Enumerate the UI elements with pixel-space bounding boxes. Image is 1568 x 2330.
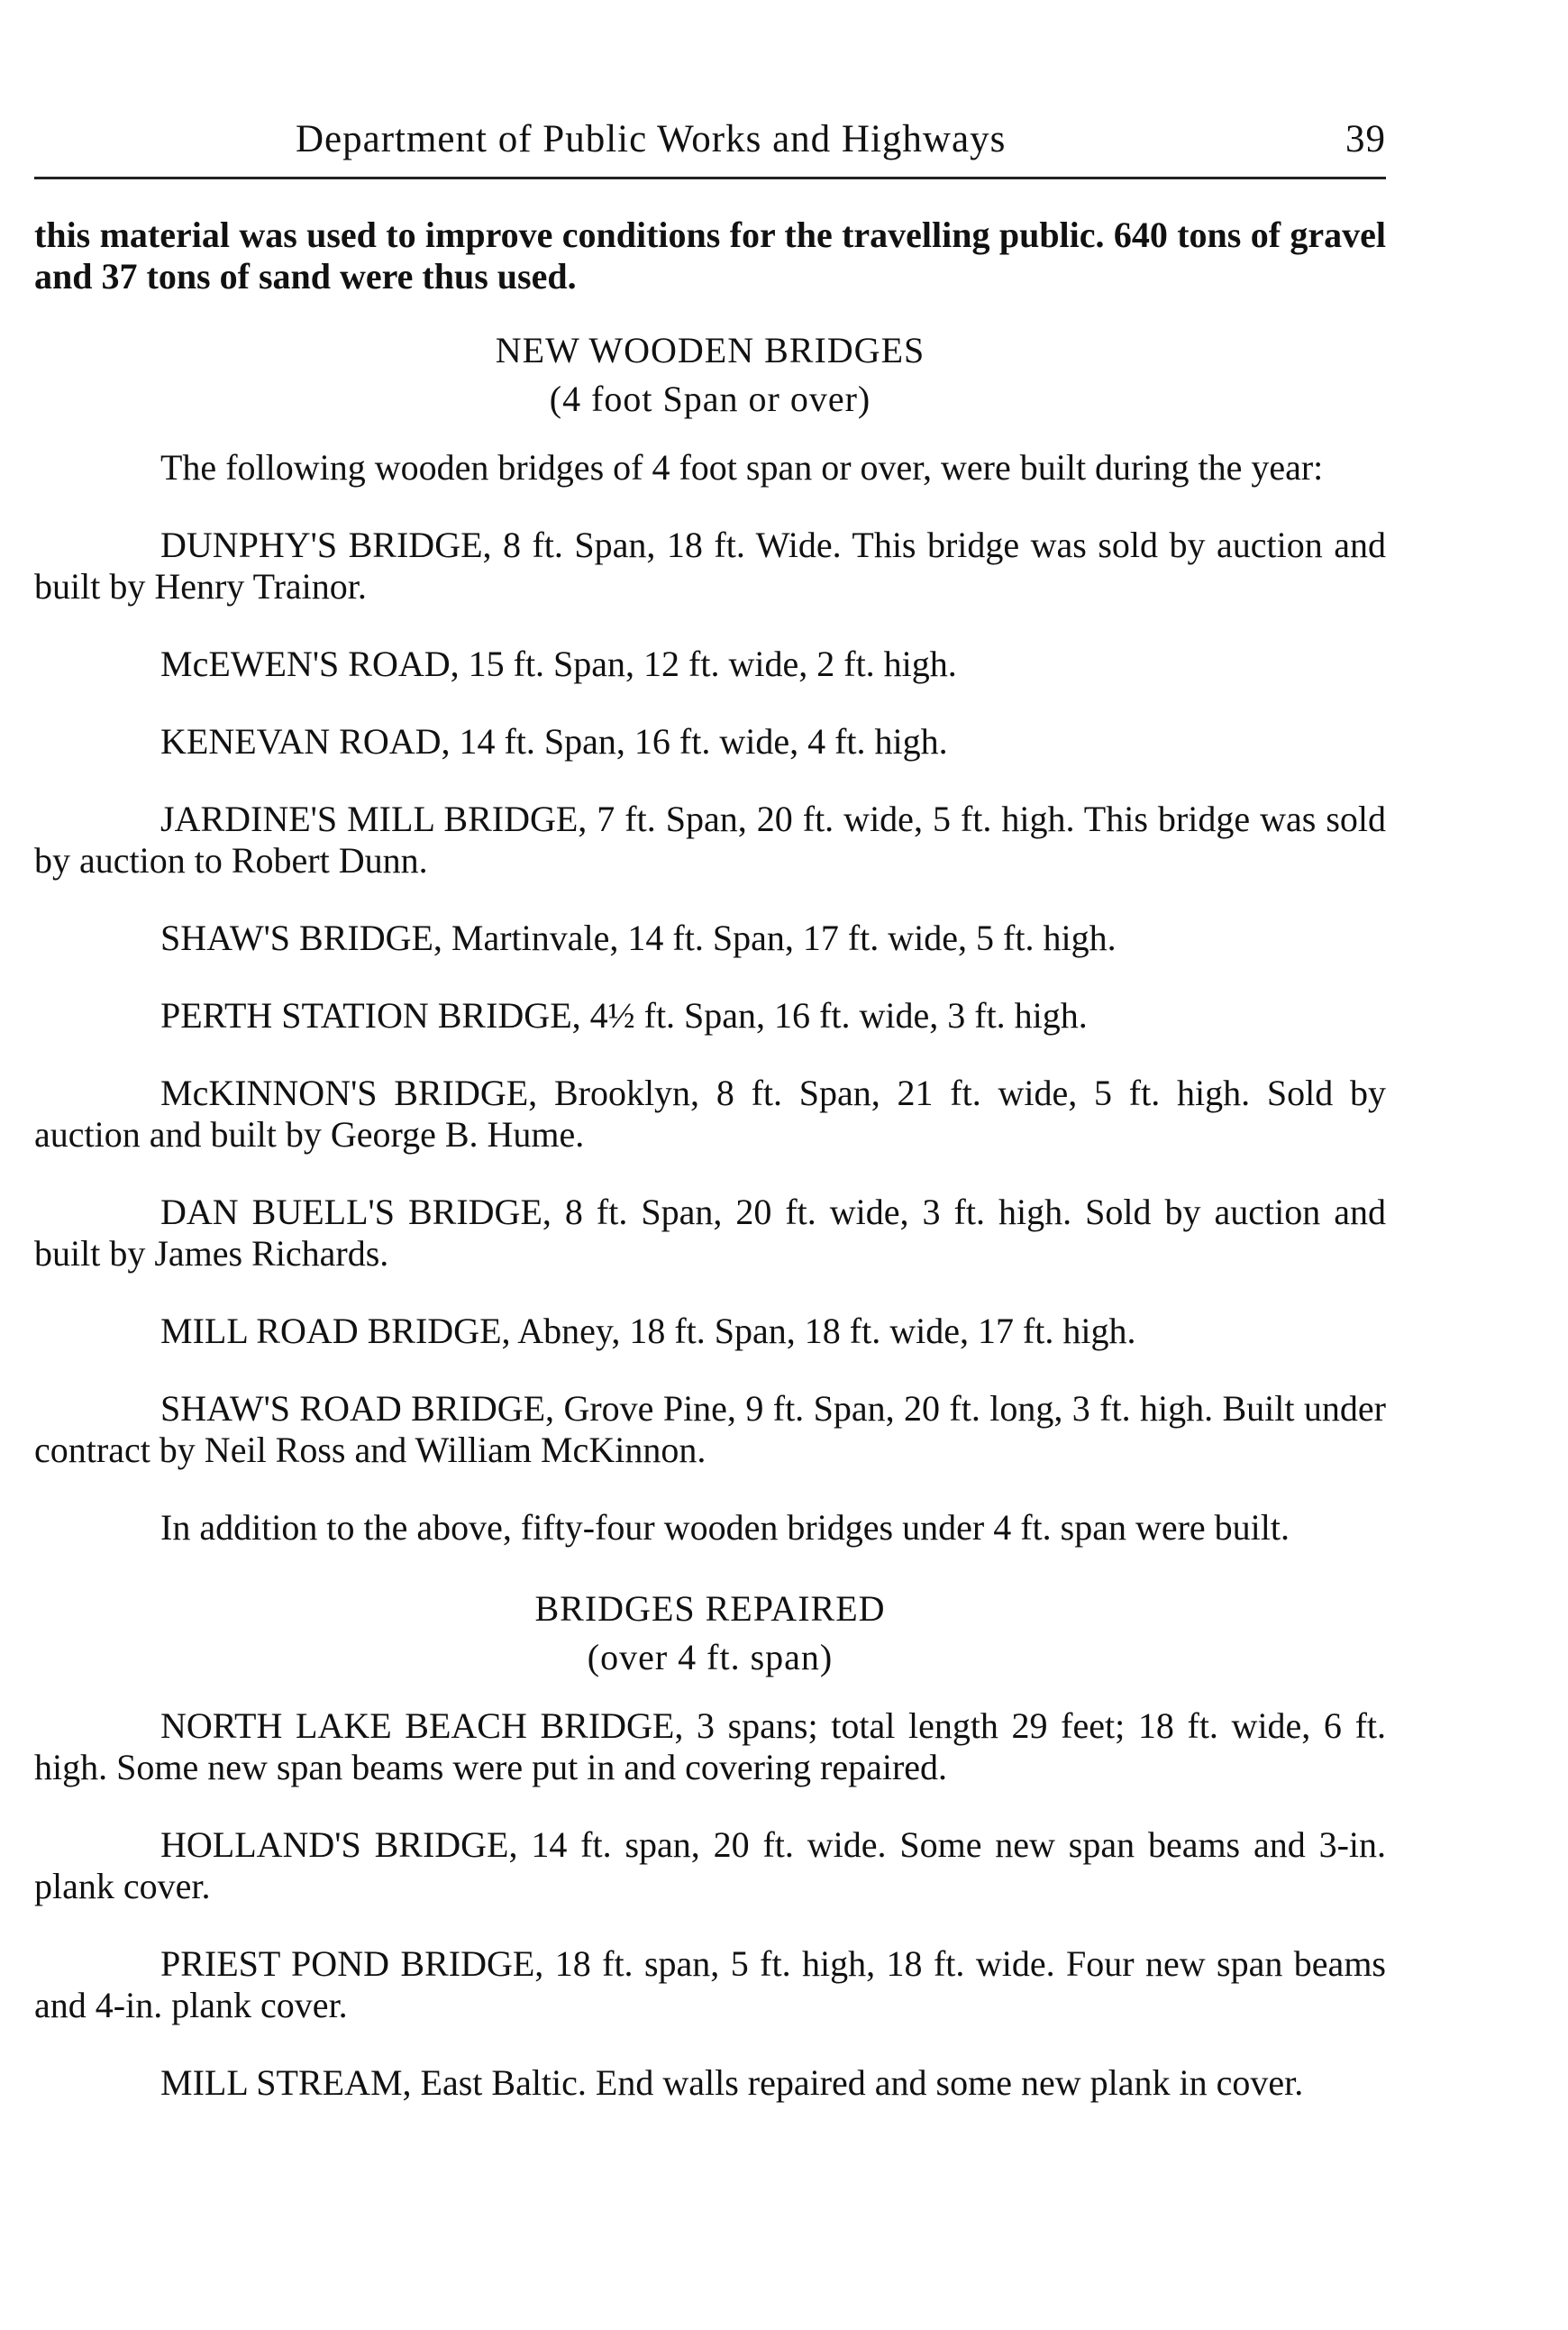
bridge-entry: DUNPHY'S BRIDGE, 8 ft. Span, 18 ft. Wide. This bridge was sold by auction and built by Henry Trainor. [34, 525, 1386, 607]
repair-entry: MILL STREAM, East Baltic. End walls repaired and some new plank in cover. [160, 2062, 1304, 2103]
repair-entry: NORTH LAKE BEACH BRIDGE, 3 spans; total length 29 feet; 18 ft. wide, 6 ft. high. Some new span beams were put in and covering repaired. [34, 1705, 1386, 1787]
repair-entry: PRIEST POND BRIDGE, 18 ft. span, 5 ft. high, 18 ft. wide. Four new span beams and 4-in. plank cover. [34, 1943, 1386, 2025]
header-title: Department of Public Works and Highways [296, 118, 1007, 160]
page-number: 39 [1345, 118, 1386, 160]
bridge-entry: DAN BUELL'S BRIDGE, 8 ft. Span, 20 ft. wide, 3 ft. high. Sold by auction and built by James Richards. [34, 1192, 1386, 1274]
section-lead: The following wooden bridges of 4 foot span or over, were built during the year: [160, 447, 1324, 488]
section-heading: NEW WOODEN BRIDGES [495, 330, 925, 370]
section-subheading: (over 4 ft. span) [587, 1637, 834, 1677]
bridge-entry: JARDINE'S MILL BRIDGE, 7 ft. Span, 20 ft. wide, 5 ft. high. This bridge was sold by auction to Robert Dunn. [34, 799, 1386, 881]
bridge-entry: In addition to the above, fifty-four wooden bridges under 4 ft. span were built. [160, 1507, 1290, 1548]
section-new-bridges-heading [34, 326, 1386, 424]
page-body [34, 215, 1386, 2140]
section-heading: BRIDGES REPAIRED [534, 1588, 886, 1629]
bridge-entry: PERTH STATION BRIDGE, 4½ ft. Span, 16 ft. wide, 3 ft. high. [160, 995, 1088, 1036]
section-subheading: (4 foot Span or over) [549, 379, 871, 419]
bridge-entry: McKINNON'S BRIDGE, Brooklyn, 8 ft. Span, 21 ft. wide, 5 ft. high. Sold by auction and built by George B. Hume. [34, 1073, 1386, 1155]
bridge-entry: McEWEN'S ROAD, 15 ft. Span, 12 ft. wide, 2 ft. high. [160, 644, 957, 684]
bridge-entry: SHAW'S BRIDGE, Martinvale, 14 ft. Span, 17 ft. wide, 5 ft. high. [160, 918, 1117, 958]
bridge-entry: MILL ROAD BRIDGE, Abney, 18 ft. Span, 18 ft. wide, 17 ft. high. [160, 1311, 1136, 1351]
intro-paragraph: this material was used to improve conditions for the travelling public. 640 tons of gravel and 37 tons of sand were thus used. [34, 215, 1386, 297]
repair-entry: HOLLAND'S BRIDGE, 14 ft. span, 20 ft. wide. Some new span beams and 3-in. plank cover. [34, 1824, 1386, 1906]
bridge-entry: KENEVAN ROAD, 14 ft. Span, 16 ft. wide, 4 ft. high. [160, 721, 948, 762]
header-rule [34, 177, 1386, 179]
running-header [34, 117, 1386, 171]
section-repaired-heading [34, 1585, 1386, 1682]
bridge-entry: SHAW'S ROAD BRIDGE, Grove Pine, 9 ft. Span, 20 ft. long, 3 ft. high. Built under contract by Neil Ross and William McKinnon. [34, 1388, 1386, 1470]
